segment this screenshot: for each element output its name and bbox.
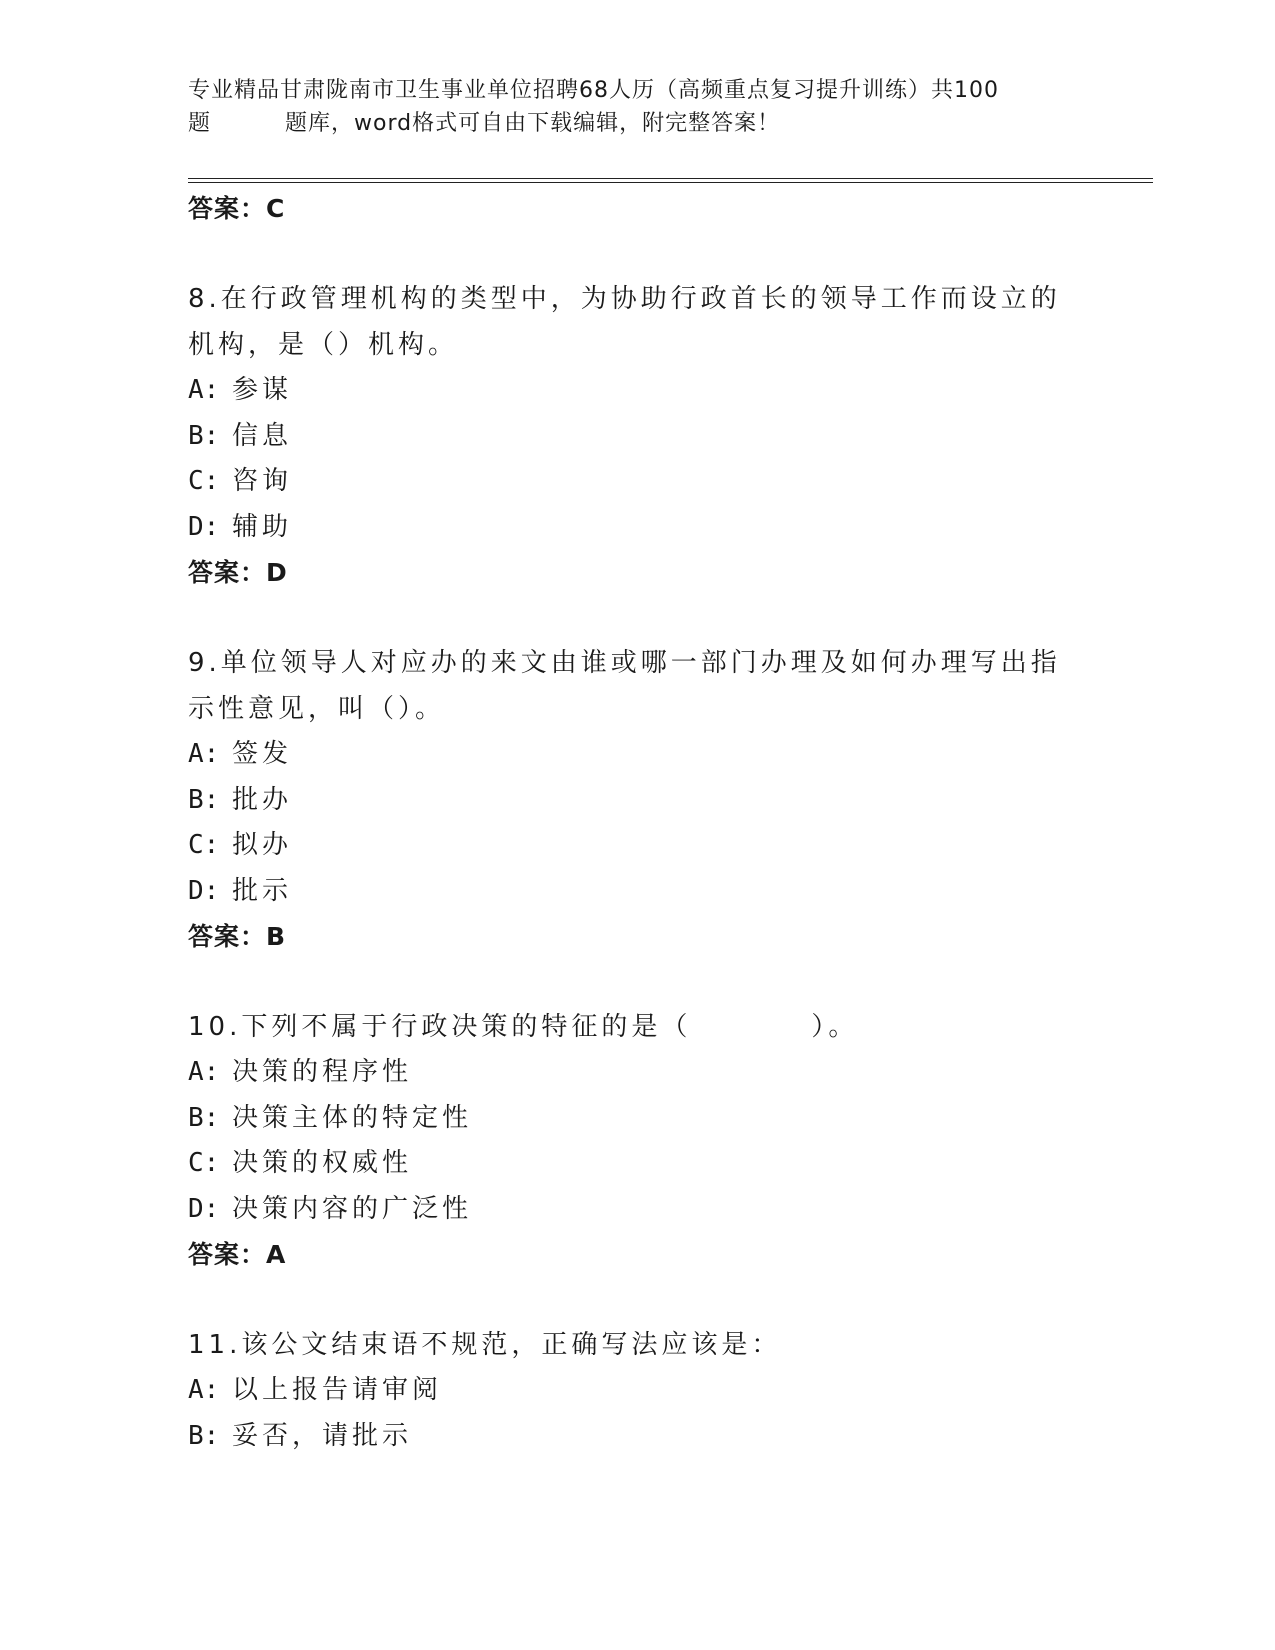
option-a bbox=[188, 368, 1088, 414]
question-text: 8.在行政管理机构的类型中，为协助行政首长的领导工作而设立的机构，是（）机构。 bbox=[188, 284, 1061, 360]
option-a bbox=[188, 1368, 1088, 1414]
question-9 bbox=[188, 640, 1088, 960]
option-text: 决策主体的特定性 bbox=[232, 1102, 473, 1133]
option-b bbox=[188, 778, 1088, 824]
header-line-2-rest: 题库，word格式可自由下载编辑，附完整答案！ bbox=[285, 111, 781, 136]
option-b bbox=[188, 1414, 1088, 1460]
option-letter: A: bbox=[188, 375, 220, 405]
header-divider-bottom bbox=[188, 182, 1153, 183]
option-b bbox=[188, 1096, 1088, 1142]
option-text: 妥否，请批示 bbox=[232, 1420, 413, 1451]
question-text: 9.单位领导人对应办的来文由谁或哪一部门办理及如何办理写出指示性意见，叫（）。 bbox=[188, 648, 1061, 724]
question-text-after-blank: ）。 bbox=[811, 1012, 859, 1042]
option-text: 签发 bbox=[232, 739, 293, 769]
option-text: 批办 bbox=[232, 784, 293, 815]
option-letter: A: bbox=[188, 1375, 220, 1405]
option-letter: D: bbox=[188, 1193, 220, 1224]
option-letter: C: bbox=[188, 830, 220, 860]
option-letter: A: bbox=[188, 1057, 220, 1087]
header-line-2 bbox=[188, 107, 1088, 140]
option-text: 辅助 bbox=[232, 511, 293, 542]
option-d bbox=[188, 505, 1088, 551]
question-8 bbox=[188, 276, 1088, 596]
option-letter: D: bbox=[188, 875, 220, 906]
option-text: 决策的权威性 bbox=[232, 1148, 413, 1178]
option-a bbox=[188, 1050, 1088, 1096]
option-text: 拟办 bbox=[232, 830, 293, 860]
option-letter: C: bbox=[188, 466, 220, 496]
header-line-1: 专业精品甘肃陇南市卫生事业单位招聘68人历（高频重点复习提升训练）共100 bbox=[188, 78, 999, 103]
question-10 bbox=[188, 1004, 1088, 1278]
option-letter: A: bbox=[188, 739, 220, 769]
question-text-before-blank: 10.下列不属于行政决策的特征的是（ bbox=[188, 1012, 692, 1042]
option-d bbox=[188, 1187, 1088, 1233]
option-letter: B: bbox=[188, 1420, 220, 1451]
option-text: 以上报告请审阅 bbox=[232, 1375, 443, 1405]
option-c bbox=[188, 459, 1088, 505]
option-text: 决策内容的广泛性 bbox=[232, 1193, 473, 1224]
option-a bbox=[188, 732, 1088, 778]
question-text bbox=[188, 1004, 1088, 1050]
option-text: 咨询 bbox=[232, 466, 293, 496]
answer-label: 答案：C bbox=[188, 194, 286, 223]
answer-label: 答案：B bbox=[188, 922, 287, 951]
option-text: 信息 bbox=[232, 420, 293, 451]
option-c bbox=[188, 823, 1088, 869]
option-letter: B: bbox=[188, 784, 220, 815]
option-c bbox=[188, 1141, 1088, 1187]
option-letter: D: bbox=[188, 511, 220, 542]
document-header bbox=[188, 74, 1088, 140]
document-body bbox=[188, 186, 1088, 1459]
answer-label: 答案：D bbox=[188, 558, 288, 587]
option-d bbox=[188, 869, 1088, 915]
option-text: 决策的程序性 bbox=[232, 1057, 413, 1087]
header-divider-top bbox=[188, 178, 1153, 179]
option-letter: C: bbox=[188, 1148, 220, 1178]
option-text: 参谋 bbox=[232, 375, 293, 405]
answer-label: 答案：A bbox=[188, 1240, 287, 1269]
option-letter: B: bbox=[188, 420, 220, 451]
question-text: 11.该公文结束语不规范，正确写法应该是： bbox=[188, 1330, 782, 1360]
question-11 bbox=[188, 1322, 1088, 1459]
option-letter: B: bbox=[188, 1102, 220, 1133]
option-text: 批示 bbox=[232, 875, 293, 906]
header-line-2-lead: 题 bbox=[188, 111, 212, 136]
option-b bbox=[188, 414, 1088, 460]
